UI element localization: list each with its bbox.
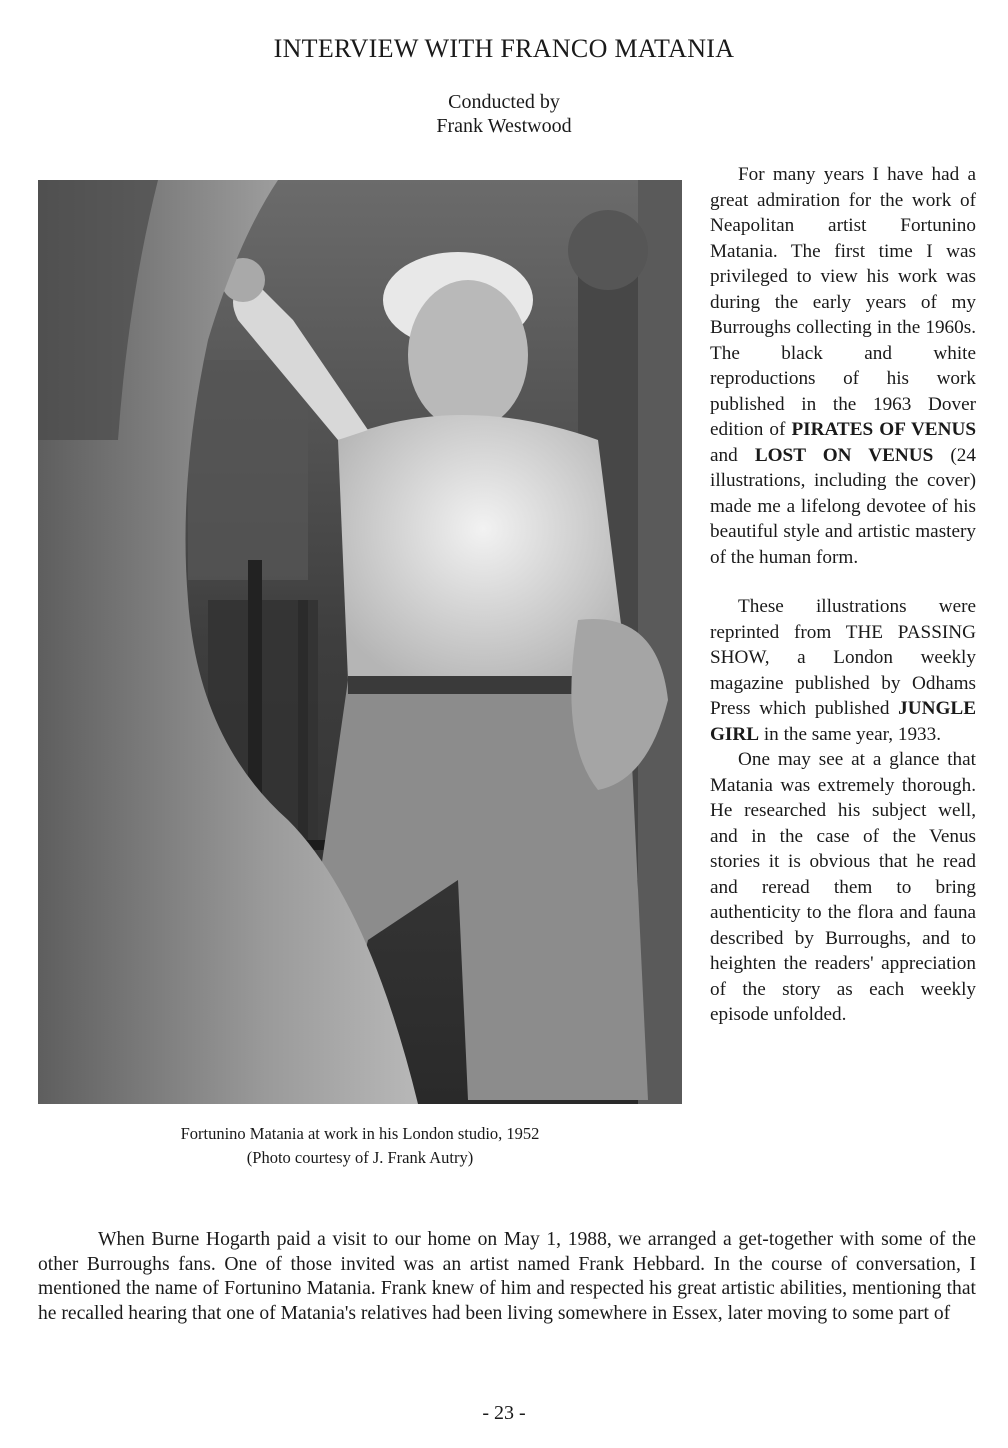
article-title: INTERVIEW WITH FRANCO MATANIA	[273, 34, 735, 63]
book-title-pirates: PIRATES OF VENUS	[791, 419, 976, 440]
column-p1-text-c: and	[710, 444, 755, 466]
body-paragraph: When Burne Hogarth paid a visit to our home on May 1, 1988, we arranged a get-together with some of the other Burroughs fans. One of those invited was an artist named Frank Hebbard. In the course of conversation, I mentioned the name of Fortunino Matania. Frank knew of him and respected his great artistic abilities, mentioning that he recalled hearing that one of Matania's relatives had been living somewhere in Essex, later moving to some part of	[38, 1229, 976, 1324]
photo-caption	[38, 1122, 682, 1170]
book-title-jungle: JUNGLE GIRL	[710, 698, 976, 745]
column-paragraph-1	[710, 162, 976, 570]
column-p2-text-a: These illustrations were reprinted from THE PASSING SHOW, a London weekly magazine published by Odhams Press which published	[710, 596, 976, 719]
side-column	[710, 162, 976, 1028]
byline-label: Conducted by	[448, 91, 560, 113]
byline	[0, 90, 1008, 138]
byline-author: Frank Westwood	[436, 115, 572, 137]
page-number: - 23 -	[482, 1402, 526, 1424]
column-p1-text-a: For many years I have had a great admiration for the work of Neapolitan artist Fortunino Matania. The first time I was privileged to view his work was during the early years of my Burroughs collecting in the 1960s. The black and white reproductions of his work published in the 1963 Dover edition of	[710, 164, 976, 440]
photo-illustration	[38, 180, 682, 1104]
column-paragraph-3: One may see at a glance that Matania was extremely thorough. He researched his subject well, and in the case of the Venus stories it is obvious that he read and reread them to bring authenticity to the flora and fauna described by Burroughs, and to heighten the readers' appreciation of the story as each weekly episode unfolded.	[710, 749, 976, 1025]
column-p2-text-c: in the same year, 1933.	[759, 723, 942, 745]
caption-credit: (Photo courtesy of J. Frank Autry)	[246, 1148, 474, 1167]
book-title-lost: LOST ON VENUS	[754, 444, 934, 466]
studio-photo	[38, 180, 682, 1104]
column-p1-text-d: (24 illustrations, including the cover) made me a lifelong devotee of his beautiful style and artistic mastery of the human form.	[710, 444, 976, 568]
caption-line-1: Fortunino Matania at work in his London studio, 1952	[180, 1124, 540, 1143]
column-paragraph-2	[710, 594, 976, 747]
